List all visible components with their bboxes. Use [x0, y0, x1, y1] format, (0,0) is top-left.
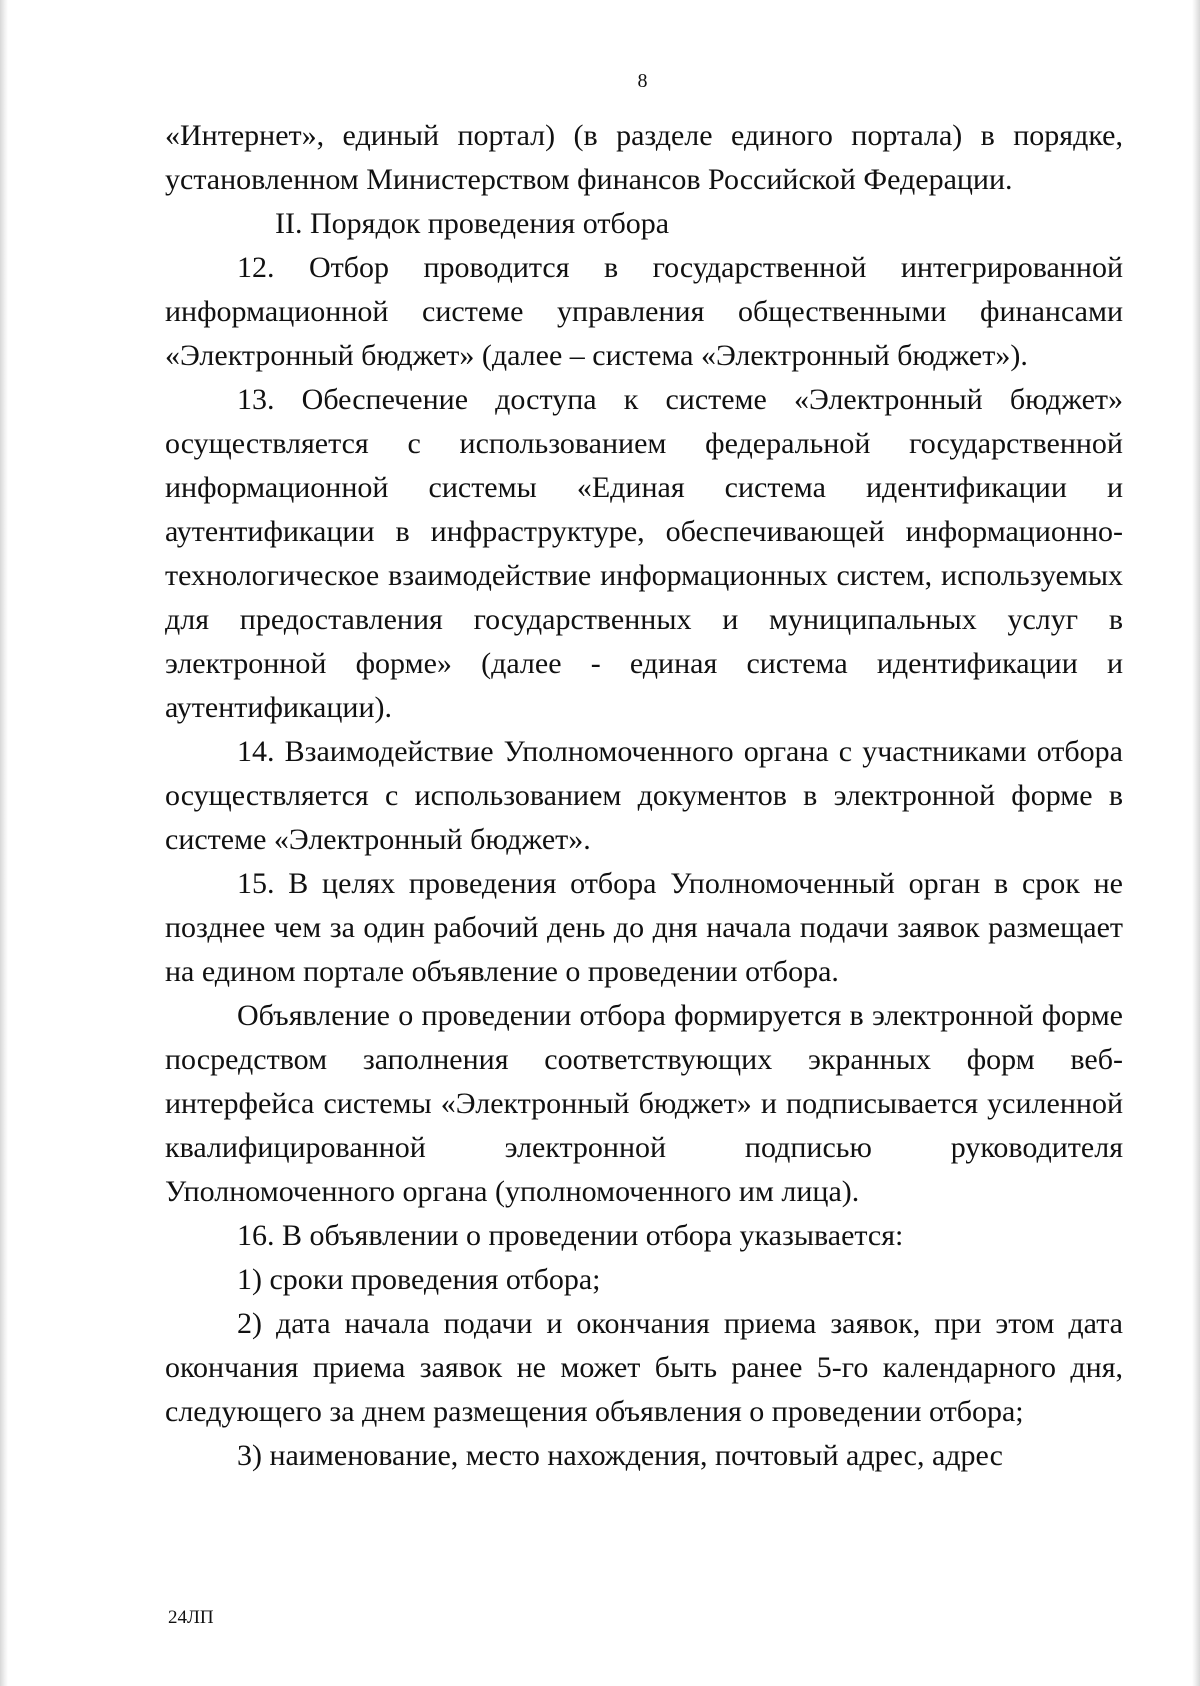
document-body [165, 114, 1123, 1478]
list-item-1: 1) сроки проведения отбора; [237, 1263, 601, 1296]
footer-code: 24ЛП [168, 1607, 214, 1628]
paragraph-12: 12. Отбор проводится в государственной интегрированной информационной системе управления общественными финансами «Электронный бюджет» (далее – система «Электронный бюджет»). [165, 251, 1123, 372]
scan-edge-left [0, 0, 8, 1686]
intro-paragraph: «Интернет», единый портал) (в разделе единого портала) в порядке, установленном Министерством финансов Российской Федерации. [165, 119, 1123, 196]
page-number: 8 [637, 70, 648, 92]
list-item-3: 3) наименование, место нахождения, почтовый адрес, адрес [237, 1439, 1003, 1472]
paragraph-15: 15. В целях проведения отбора Уполномоченный орган в срок не позднее чем за один рабочий день до дня начала подачи заявок размещает на едином портале объявление о проведении отбора. [165, 867, 1123, 988]
list-item-2: 2) дата начала подачи и окончания приема заявок, при этом дата окончания приема заявок не может быть ранее 5-го календарного дня, следующего за днем размещения объявления о проведении отбора; [165, 1307, 1123, 1428]
scan-edge-right [1192, 0, 1200, 1686]
paragraph-14: 14. Взаимодействие Уполномоченного органа с участниками отбора осуществляется с использованием документов в электронной форме в системе «Электронный бюджет». [165, 735, 1123, 856]
paragraph-16: 16. В объявлении о проведении отбора указывается: [237, 1219, 904, 1252]
paragraph-13: 13. Обеспечение доступа к системе «Электронный бюджет» осуществляется с использованием федеральной государственной информационной системы «Единая система идентификации и аутентификации в инфраструктуре, обеспечивающей информационно-технологическое взаимодействие информационных систем, используемых для предоставления государственных и муниципальных услуг в электронной форме» (далее - единая система идентификации и аутентификации). [165, 383, 1123, 724]
section-title: II. Порядок проведения отбора [275, 207, 670, 240]
paragraph-announcement: Объявление о проведении отбора формируется в электронной форме посредством заполнения соответствующих экранных форм веб-интерфейса системы «Электронный бюджет» и подписывается усиленной квалифицированной электронной подписью руководителя Уполномоченного органа (уполномоченного им лица). [165, 999, 1123, 1208]
